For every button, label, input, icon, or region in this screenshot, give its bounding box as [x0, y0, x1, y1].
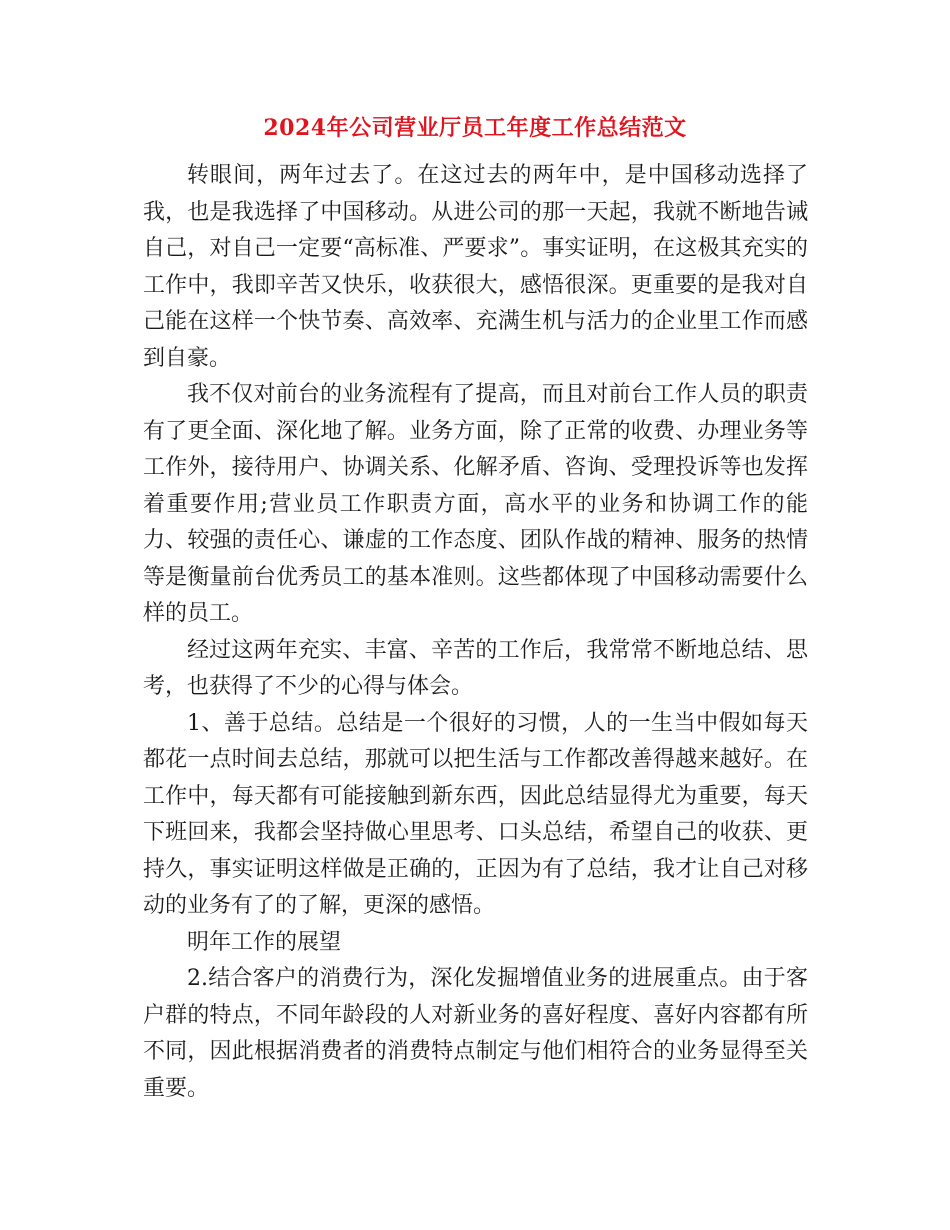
paragraph-point-2: 2.结合客户的消费行为，深化发掘增值业务的进展重点。由于客户群的特点，不同年龄段的人对新业务的喜好程度、喜好内容都有所不同，因此根据消费者的消费特点制定与他们相符合的业务显得至关重要。: [143, 966, 808, 1101]
document-title: 2024年公司营业厅员工年度工作总结范文: [263, 115, 687, 141]
paragraph-duties: 我不仅对前台的业务流程有了提高，而且对前台工作人员的职责有了更全面、深化地了解。业务方面，除了正常的收费、办理业务等工作外，接待用户、协调关系、化解矛盾、咨询、受理投诉等也发挥着重要作用;营业员工作职责方面，高水平的业务和协调工作的能力、较强的责任心、谦虚的工作态度、团队作战的精神、服务的热情等是衡量前台优秀员工的基本准则。这些都体现了中国移动需要什么样的员工。: [143, 382, 808, 626]
document-body: [143, 158, 808, 1107]
paragraph-reflection: 经过这两年充实、丰富、辛苦的工作后，我常常不断地总结、思考，也获得了不少的心得与体会。: [143, 637, 808, 699]
section-heading-outlook: 明年工作的展望: [187, 929, 342, 955]
paragraph-point-1: 1、善于总结。总结是一个很好的习惯，人的一生当中假如每天都花一点时间去总结，那就可以把生活与工作都改善得越来越好。在工作中，每天都有可能接触到新东西，因此总结显得尤为重要，每天下班回来，我都会坚持做心里思考、口头总结，希望自己的收获、更持久，事实证明这样做是正确的，正因为有了总结，我才让自己对移动的业务有了的了解，更深的感悟。: [143, 710, 808, 918]
paragraph-intro: 转眼间，两年过去了。在这过去的两年中，是中国移动选择了我，也是我选择了中国移动。从进公司的那一天起，我就不断地告诫自己，对自己一定要“高标准、严要求”。事实证明，在这极其充实的工作中，我即辛苦又快乐，收获很大，感悟很深。更重要的是我对自己能在这样一个快节奏、高效率、充满生机与活力的企业里工作而感到自豪。: [143, 163, 808, 371]
